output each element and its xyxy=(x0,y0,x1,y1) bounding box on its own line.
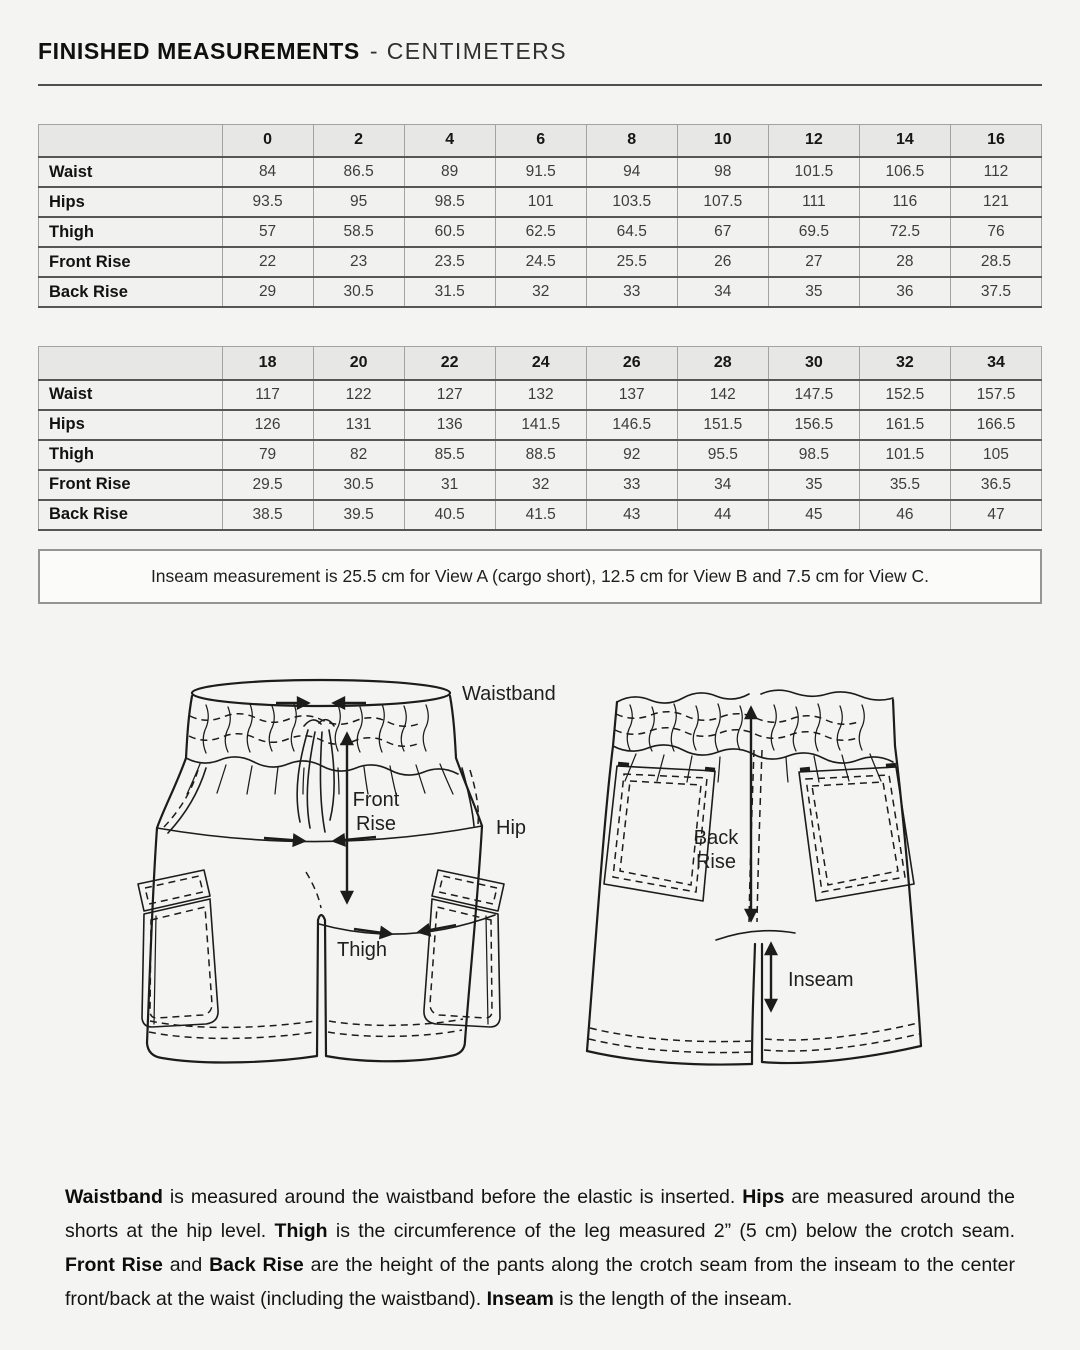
measurement-value-cell: 32 xyxy=(495,470,586,500)
size-column-header: 26 xyxy=(586,347,677,380)
size-column-header: 6 xyxy=(495,124,586,157)
size-column-header: 4 xyxy=(404,124,495,157)
measurement-row-label: Front Rise xyxy=(39,247,223,277)
measurement-value-cell: 64.5 xyxy=(586,217,677,247)
measurement-value-cell: 40.5 xyxy=(404,500,495,530)
measurement-value-cell: 35 xyxy=(768,277,859,307)
measurement-value-cell: 147.5 xyxy=(768,380,859,410)
measurement-value-cell: 39.5 xyxy=(313,500,404,530)
measurement-row-label: Hips xyxy=(39,410,223,440)
measurement-value-cell: 121 xyxy=(950,187,1041,217)
measurement-value-cell: 58.5 xyxy=(313,217,404,247)
definition-text: is the circumference of the leg measured 2” (5 cm) below the crotch seam. xyxy=(327,1219,1015,1242)
measurement-value-cell: 127 xyxy=(404,380,495,410)
measurement-value-cell: 47 xyxy=(950,500,1041,530)
measurement-row xyxy=(39,410,1042,440)
size-column-header: 30 xyxy=(768,347,859,380)
right-pocket-gusset xyxy=(486,916,488,1024)
front-right-outline xyxy=(450,696,482,1041)
measurement-row xyxy=(39,247,1042,277)
measurement-value-cell: 101.5 xyxy=(859,440,950,470)
pocket-opening-stitch xyxy=(161,770,478,830)
measurement-value-cell: 31 xyxy=(404,470,495,500)
definition-text: is the length of the inseam. xyxy=(553,1287,793,1310)
measurement-value-cell: 122 xyxy=(313,380,404,410)
measurement-value-cell: 92 xyxy=(586,440,677,470)
back-hem-outline xyxy=(587,1046,921,1065)
page-title-units: - CENTIMETERS xyxy=(369,38,567,64)
measurement-row-label: Front Rise xyxy=(39,470,223,500)
measurement-value-cell: 103.5 xyxy=(586,187,677,217)
measurement-value-cell: 44 xyxy=(677,500,768,530)
size-column-header: 24 xyxy=(495,347,586,380)
measurement-value-cell: 38.5 xyxy=(222,500,313,530)
elastic-shirring xyxy=(203,704,428,753)
measurement-row-label: Waist xyxy=(39,157,223,187)
front-hem-stitching xyxy=(149,1019,463,1038)
measurement-value-cell: 157.5 xyxy=(950,380,1041,410)
size-table-corner-cell xyxy=(39,347,223,380)
measurement-value-cell: 98 xyxy=(677,157,768,187)
measurement-value-cell: 35.5 xyxy=(859,470,950,500)
definition-text: and xyxy=(162,1253,210,1276)
back-rise-label-line1: Back xyxy=(693,826,739,849)
measurement-value-cell: 31.5 xyxy=(404,277,495,307)
shorts-technical-drawing xyxy=(38,658,1042,1128)
size-column-header: 22 xyxy=(404,347,495,380)
measurement-value-cell: 95.5 xyxy=(677,440,768,470)
definition-term: Back Rise xyxy=(209,1253,304,1276)
definition-text: are the height of the pants along the crotch seam from the inseam to the center front/back at the waist (including the waistband). xyxy=(65,1253,1015,1310)
measurement-row xyxy=(39,157,1042,187)
measurement-value-cell: 26 xyxy=(677,247,768,277)
size-column-header: 10 xyxy=(677,124,768,157)
measurement-value-cell: 84 xyxy=(222,157,313,187)
measurement-table-1 xyxy=(38,124,1042,309)
measurement-table-2-container xyxy=(38,346,1042,531)
size-column-header: 34 xyxy=(950,347,1041,380)
front-left-outline xyxy=(147,696,192,1043)
measurement-value-cell: 29 xyxy=(222,277,313,307)
inner-leg-edges xyxy=(752,944,762,1064)
measurement-value-cell: 23 xyxy=(313,247,404,277)
measurement-row-label: Thigh xyxy=(39,440,223,470)
measurement-row-label: Waist xyxy=(39,380,223,410)
measurement-value-cell: 91.5 xyxy=(495,157,586,187)
measurement-value-cell: 45 xyxy=(768,500,859,530)
measurement-table-1-container xyxy=(38,124,1042,309)
size-header-row xyxy=(39,347,1042,380)
measurement-value-cell: 37.5 xyxy=(950,277,1041,307)
measurement-row-label: Thigh xyxy=(39,217,223,247)
size-table-corner-cell xyxy=(39,124,223,157)
measurement-value-cell: 86.5 xyxy=(313,157,404,187)
back-waistband-top xyxy=(617,690,893,703)
measurement-value-cell: 34 xyxy=(677,470,768,500)
measurement-value-cell: 98.5 xyxy=(404,187,495,217)
measurement-value-cell: 29.5 xyxy=(222,470,313,500)
hip-label: Hip xyxy=(496,816,527,839)
measurement-value-cell: 132 xyxy=(495,380,586,410)
front-rise-label-line2: Rise xyxy=(355,812,397,835)
measurement-value-cell: 36.5 xyxy=(950,470,1041,500)
measurement-value-cell: 60.5 xyxy=(404,217,495,247)
size-column-header: 8 xyxy=(586,124,677,157)
measurement-value-cell: 126 xyxy=(222,410,313,440)
measurement-row-label: Hips xyxy=(39,187,223,217)
back-pocket-stitching xyxy=(613,774,905,892)
measurement-value-cell: 94 xyxy=(586,157,677,187)
size-column-header: 20 xyxy=(313,347,404,380)
waist-opening xyxy=(192,680,450,706)
measurement-value-cell: 89 xyxy=(404,157,495,187)
size-column-header: 2 xyxy=(313,124,404,157)
page-title xyxy=(38,38,1042,66)
size-tables xyxy=(38,124,1042,531)
measurement-value-cell: 72.5 xyxy=(859,217,950,247)
measurement-value-cell: 152.5 xyxy=(859,380,950,410)
waistband-bottom-edge xyxy=(186,757,458,775)
measurement-value-cell: 32 xyxy=(495,277,586,307)
back-waistband-bottom xyxy=(613,745,893,763)
measurement-value-cell: 111 xyxy=(768,187,859,217)
back-patch-pockets xyxy=(604,766,914,901)
front-hem-outline xyxy=(147,915,465,1062)
measurement-value-cell: 95 xyxy=(313,187,404,217)
measurement-value-cell: 156.5 xyxy=(768,410,859,440)
hip-line xyxy=(157,826,482,842)
measurement-value-cell: 166.5 xyxy=(950,410,1041,440)
measurement-row xyxy=(39,500,1042,530)
measurement-value-cell: 142 xyxy=(677,380,768,410)
measurement-value-cell: 22 xyxy=(222,247,313,277)
fly-stitch xyxy=(306,872,321,908)
measurement-row xyxy=(39,380,1042,410)
measurement-value-cell: 46 xyxy=(859,500,950,530)
back-hem-stitching xyxy=(589,1023,919,1053)
definition-text: are measured around the shorts at the hip level. xyxy=(65,1185,1015,1242)
measurement-value-cell: 79 xyxy=(222,440,313,470)
measurement-value-cell: 35 xyxy=(768,470,859,500)
measurement-value-cell: 131 xyxy=(313,410,404,440)
measurement-value-cell: 76 xyxy=(950,217,1041,247)
measurement-value-cell: 67 xyxy=(677,217,768,247)
measurement-table-2 xyxy=(38,346,1042,531)
measurement-value-cell: 141.5 xyxy=(495,410,586,440)
definition-term: Thigh xyxy=(274,1219,328,1242)
measurement-value-cell: 69.5 xyxy=(768,217,859,247)
measurement-value-cell: 36 xyxy=(859,277,950,307)
measurement-value-cell: 30.5 xyxy=(313,277,404,307)
measurement-value-cell: 33 xyxy=(586,470,677,500)
measurement-value-cell: 93.5 xyxy=(222,187,313,217)
measurement-row-label: Back Rise xyxy=(39,277,223,307)
definition-term: Waistband xyxy=(65,1185,163,1208)
back-right-outline xyxy=(893,700,921,1046)
thigh-line xyxy=(319,915,495,934)
size-column-header: 28 xyxy=(677,347,768,380)
measurement-value-cell: 62.5 xyxy=(495,217,586,247)
size-column-header: 14 xyxy=(859,124,950,157)
waistband-label: Waistband xyxy=(462,682,556,705)
measurement-value-cell: 107.5 xyxy=(677,187,768,217)
measurement-value-cell: 85.5 xyxy=(404,440,495,470)
measurement-value-cell: 105 xyxy=(950,440,1041,470)
back-view-drawing xyxy=(587,690,921,1064)
measurement-value-cell: 117 xyxy=(222,380,313,410)
measurement-value-cell: 116 xyxy=(859,187,950,217)
measurement-value-cell: 112 xyxy=(950,157,1041,187)
measurement-value-cell: 25.5 xyxy=(586,247,677,277)
back-rise-label-line2: Rise xyxy=(695,850,737,873)
measurement-value-cell: 24.5 xyxy=(495,247,586,277)
definition-text: is measured around the waistband before the elastic is inserted. xyxy=(162,1185,743,1208)
measurement-value-cell: 161.5 xyxy=(859,410,950,440)
measurement-value-cell: 30.5 xyxy=(313,470,404,500)
measurement-value-cell: 146.5 xyxy=(586,410,677,440)
size-column-header: 18 xyxy=(222,347,313,380)
thigh-label: Thigh xyxy=(336,938,388,961)
inseam-label: Inseam xyxy=(788,968,854,991)
size-column-header: 12 xyxy=(768,124,859,157)
measurement-value-cell: 28 xyxy=(859,247,950,277)
measurement-definitions-paragraph xyxy=(65,1180,1015,1317)
measurement-row xyxy=(39,440,1042,470)
measurement-value-cell: 151.5 xyxy=(677,410,768,440)
measurement-row xyxy=(39,187,1042,217)
front-view-drawing xyxy=(138,680,556,1062)
measurement-value-cell: 43 xyxy=(586,500,677,530)
measurement-row xyxy=(39,277,1042,307)
measurement-value-cell: 98.5 xyxy=(768,440,859,470)
measurement-value-cell: 106.5 xyxy=(859,157,950,187)
measurement-value-cell: 33 xyxy=(586,277,677,307)
measurement-value-cell: 34 xyxy=(677,277,768,307)
crotch-curve xyxy=(716,930,795,939)
definition-term: Hips xyxy=(742,1185,785,1208)
measurement-value-cell: 57 xyxy=(222,217,313,247)
title-divider xyxy=(38,84,1042,86)
measurement-value-cell: 137 xyxy=(586,380,677,410)
measurement-value-cell: 23.5 xyxy=(404,247,495,277)
measurement-value-cell: 88.5 xyxy=(495,440,586,470)
measurement-value-cell: 101 xyxy=(495,187,586,217)
size-column-header: 16 xyxy=(950,124,1041,157)
measurement-row xyxy=(39,217,1042,247)
measurement-row-label: Back Rise xyxy=(39,500,223,530)
measurement-value-cell: 101.5 xyxy=(768,157,859,187)
size-column-header: 0 xyxy=(222,124,313,157)
drawstring xyxy=(297,719,334,831)
measurement-value-cell: 136 xyxy=(404,410,495,440)
page-title-main: FINISHED MEASUREMENTS xyxy=(38,38,360,64)
definition-term: Inseam xyxy=(486,1287,554,1310)
left-pocket-gusset xyxy=(154,916,156,1024)
inseam-note: Inseam measurement is 25.5 cm for View A (cargo short), 12.5 cm for View B and 7.5 cm for View C. xyxy=(38,549,1042,604)
measurement-row xyxy=(39,470,1042,500)
measurement-value-cell: 82 xyxy=(313,440,404,470)
measurement-value-cell: 41.5 xyxy=(495,500,586,530)
front-rise-label-line1: Front xyxy=(352,788,400,811)
size-column-header: 32 xyxy=(859,347,950,380)
definition-term: Front Rise xyxy=(65,1253,163,1276)
size-header-row xyxy=(39,124,1042,157)
measurement-value-cell: 28.5 xyxy=(950,247,1041,277)
measurement-value-cell: 27 xyxy=(768,247,859,277)
